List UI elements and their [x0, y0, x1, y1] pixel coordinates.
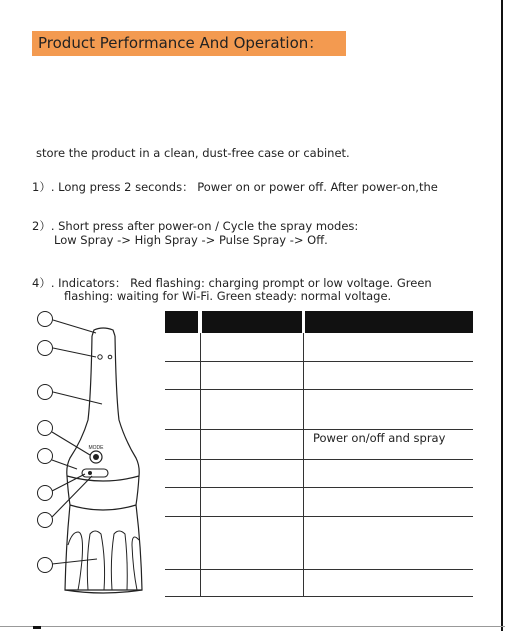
callout-7	[37, 512, 53, 528]
table-bottom-border	[165, 596, 473, 597]
callout-6	[37, 485, 53, 501]
mode-button-center-icon	[93, 454, 99, 460]
table-header-function	[305, 311, 473, 333]
table-row-divider	[165, 569, 473, 570]
table-row-divider	[165, 389, 473, 390]
callout-5	[37, 448, 53, 464]
callout-4	[37, 420, 53, 436]
callout-3	[37, 384, 53, 400]
table-row-divider	[165, 459, 473, 460]
instruction-item-2-line-2: Low Spray -> High Spray -> Pulse Spray -> Off.	[54, 233, 328, 247]
spec-table	[165, 311, 473, 597]
table-divider	[303, 333, 304, 597]
table-row-divider	[165, 487, 473, 488]
mode-label: MODE	[88, 445, 104, 451]
instruction-item-1: 1）. Long press 2 seconds： Power on or power off. After power-on,the	[32, 180, 438, 194]
table-row-divider	[165, 516, 473, 517]
indicator-light-icon	[88, 471, 92, 475]
callout-1	[37, 311, 53, 327]
table-row-divider	[165, 361, 473, 362]
callout-2	[37, 340, 53, 356]
table-header-number	[165, 311, 198, 333]
table-header-name	[202, 311, 302, 333]
callout-leader-lines	[52, 320, 102, 564]
table-divider	[200, 333, 201, 597]
callout-8	[37, 557, 53, 573]
instruction-item-4-line-1: 4）. Indicators： Red flashing: charging prompt or low voltage. Green	[32, 276, 432, 290]
section-heading: Product Performance And Operation：	[32, 31, 346, 56]
table-cell-function: Power on/off and spray	[313, 431, 446, 445]
instruction-item-4-line-2: flashing: waiting for Wi-Fi. Green steady: normal voltage.	[64, 289, 392, 303]
charging-port-icon	[82, 469, 108, 477]
indicator-hole-icon	[98, 355, 102, 359]
instruction-item-2-line-1: 2）. Short press after power-on / Cycle the spray modes:	[32, 219, 359, 233]
vent-hole-icon	[108, 355, 112, 359]
storage-instruction: store the product in a clean, dust-free case or cabinet.	[36, 146, 350, 160]
table-row-divider	[165, 429, 473, 430]
